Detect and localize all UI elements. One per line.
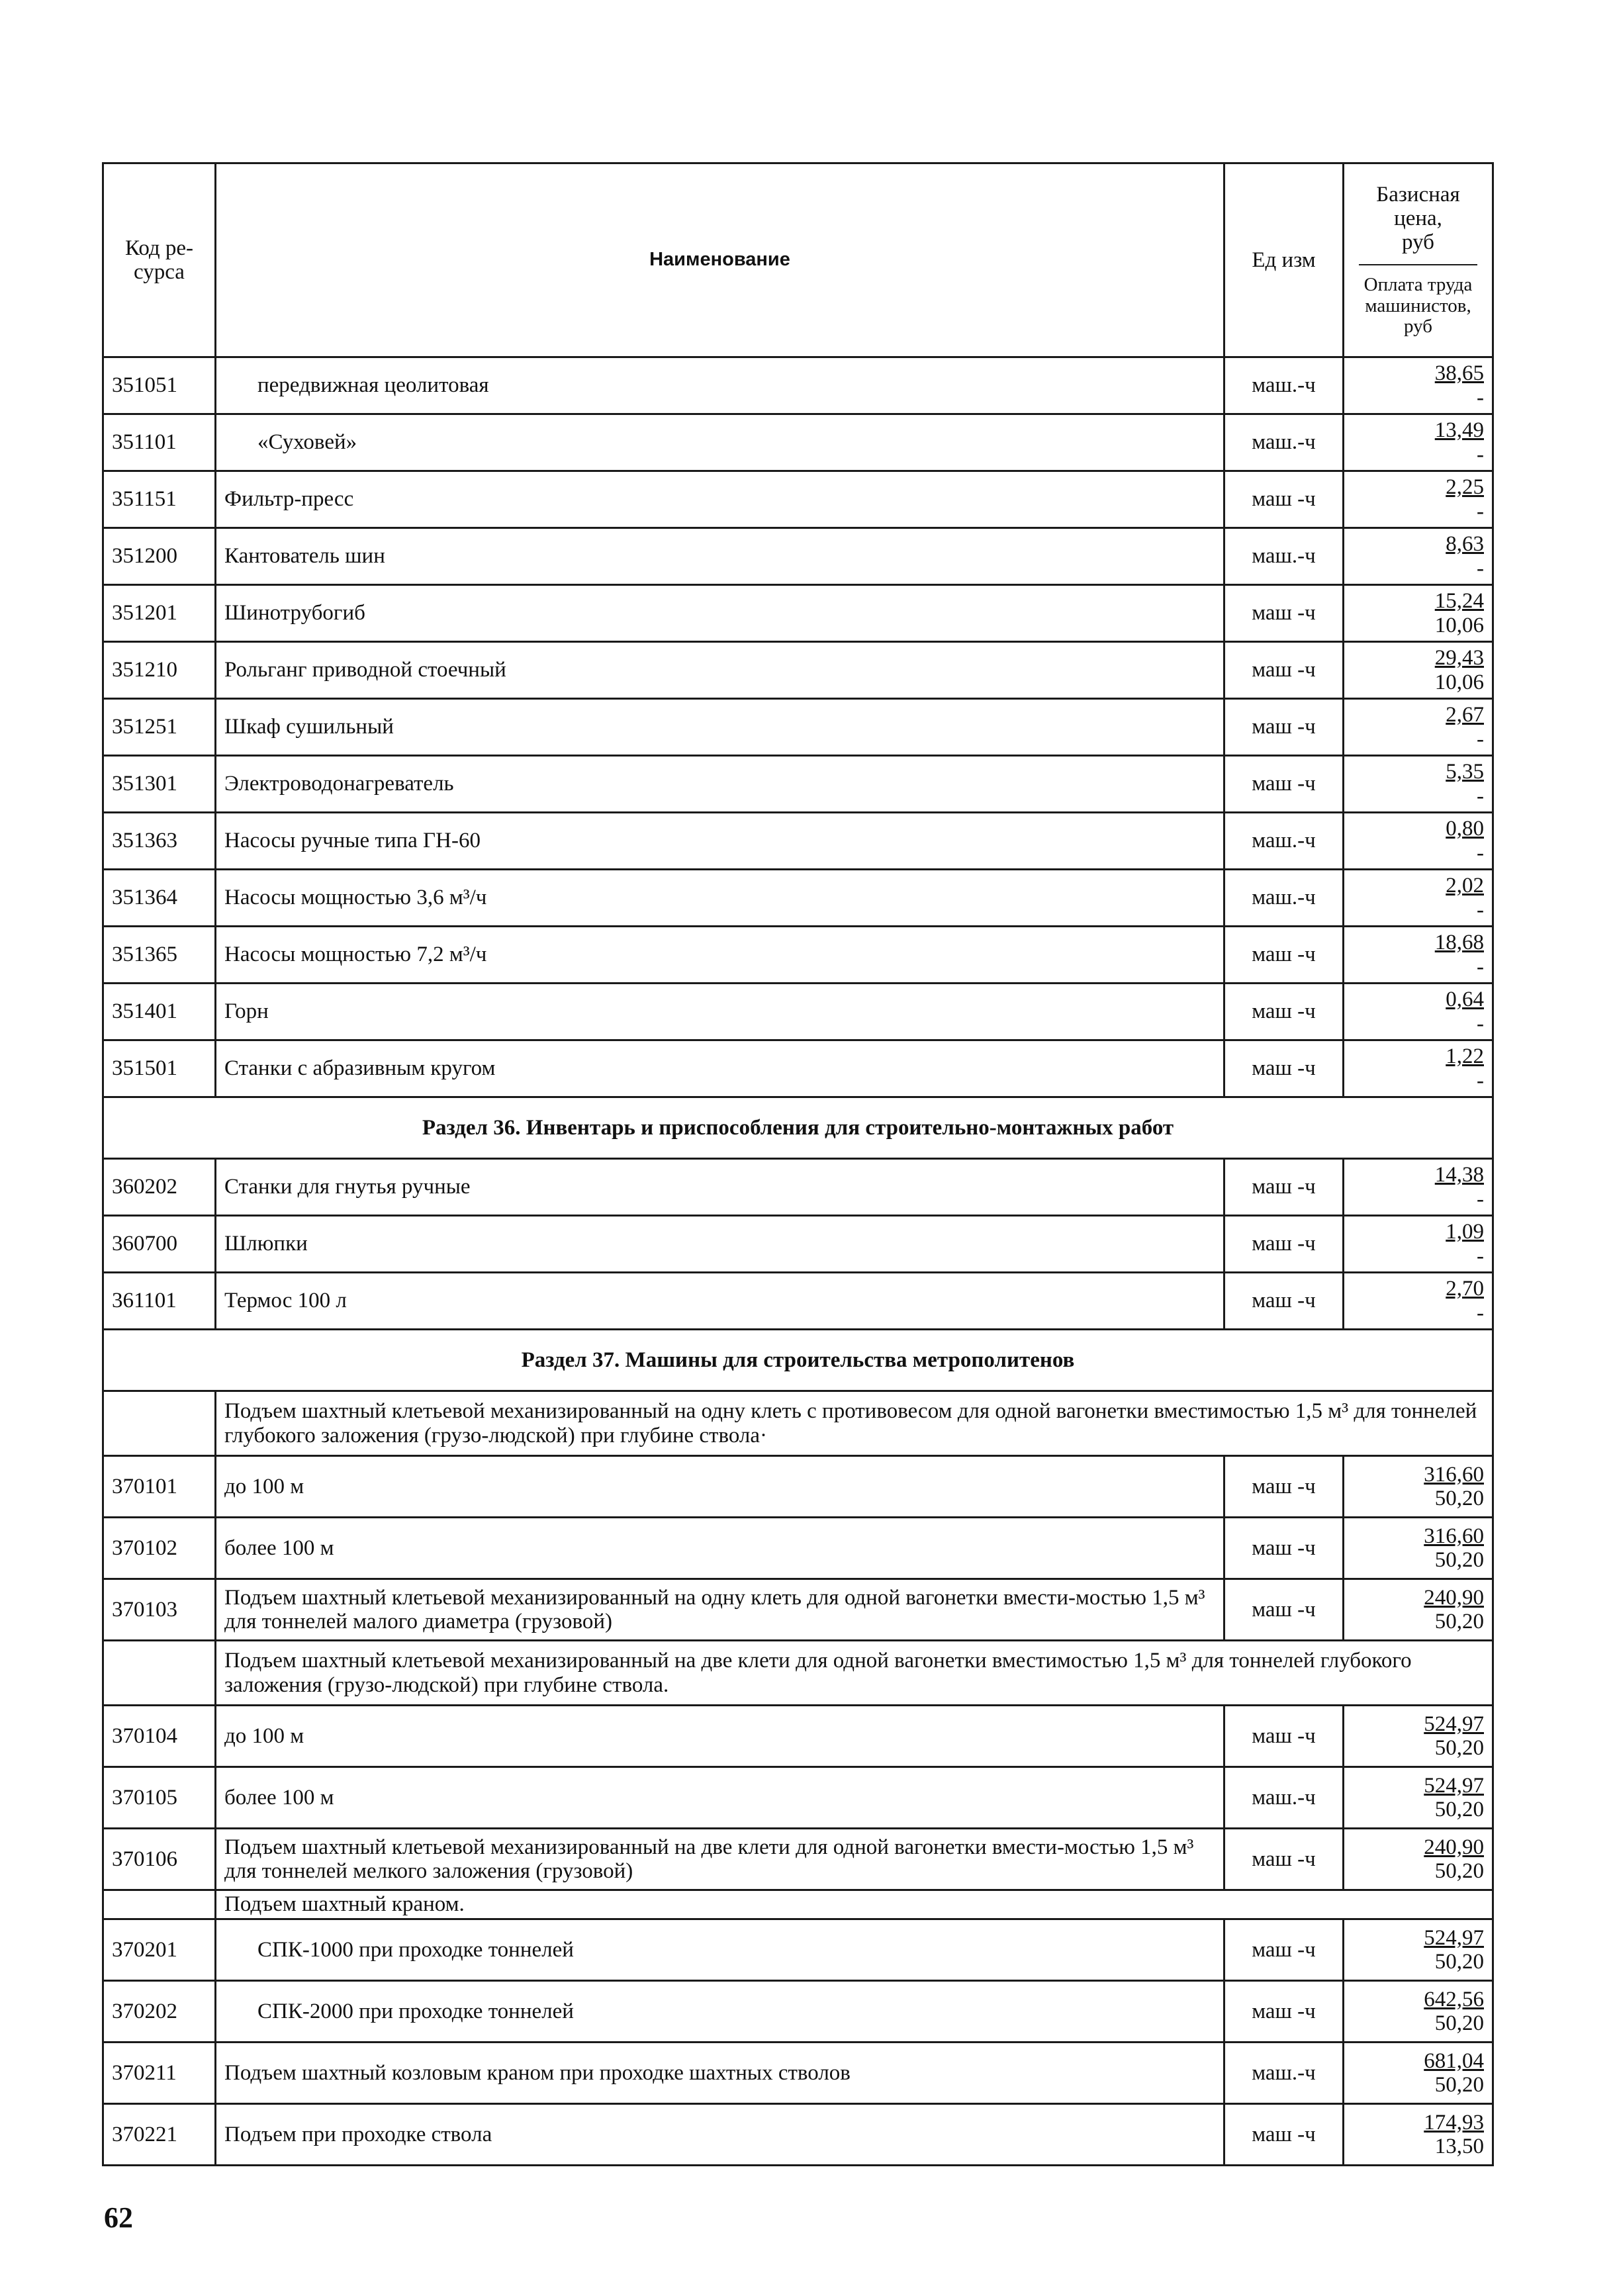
base-price: 15,24	[1434, 589, 1484, 614]
unit-of-measure: маш.-ч	[1224, 357, 1344, 414]
unit-of-measure: маш -ч	[1224, 1829, 1344, 1890]
operator-wage: -	[1477, 897, 1484, 922]
price-cell	[1344, 1159, 1493, 1216]
operator-wage: -	[1477, 385, 1484, 410]
unit-of-measure: маш.-ч	[1224, 813, 1344, 870]
subgroup-description: Подъем шахтный клетьевой механизированный на две клети для одной вагонетки вместимостью 1,5 м³ для тоннелей глубокого заложения (грузо-людской) при глубине ствола.	[216, 1641, 1493, 1706]
base-price: 524,97	[1424, 1712, 1484, 1736]
resource-code: 370105	[103, 1767, 216, 1829]
price-cell	[1344, 1767, 1493, 1829]
resource-code: 351363	[103, 813, 216, 870]
table-row	[103, 414, 1493, 471]
unit-of-measure: маш -ч	[1224, 1579, 1344, 1641]
base-price: 2,02	[1446, 874, 1484, 898]
subgroup-row	[103, 1890, 1493, 1919]
table-row	[103, 1767, 1493, 1829]
resource-name: Подъем шахтный клетьевой механизированный на две клети для одной вагонетки вмести-мостью 1,5 м³ для тоннелей мелкого заложения (грузовой)	[216, 1829, 1224, 1890]
resource-code: 370221	[103, 2104, 216, 2166]
operator-wage: -	[1477, 954, 1484, 979]
base-price: 2,67	[1446, 703, 1484, 727]
resource-name: Рольганг приводной стоечный	[216, 642, 1224, 699]
base-price: 1,22	[1446, 1044, 1484, 1069]
unit-of-measure: маш.-ч	[1224, 528, 1344, 585]
resource-name: Станки для гнутья ручные	[216, 1159, 1224, 1216]
resource-code: 351051	[103, 357, 216, 414]
operator-wage: 10,06	[1434, 613, 1484, 637]
resource-name: до 100 м	[216, 1706, 1224, 1767]
resource-name: Подъем шахтный козловым краном при проходке шахтных стволов	[216, 2043, 1224, 2104]
base-price: 681,04	[1424, 2048, 1484, 2073]
resource-code: 351200	[103, 528, 216, 585]
unit-of-measure: маш -ч	[1224, 642, 1344, 699]
price-cell	[1344, 984, 1493, 1040]
price-cell	[1344, 1273, 1493, 1330]
unit-of-measure: маш.-ч	[1224, 414, 1344, 471]
table-row	[103, 1829, 1493, 1890]
price-cell	[1344, 1579, 1493, 1641]
price-cell	[1344, 1919, 1493, 1981]
resource-name: Подъем при проходке ствола	[216, 2104, 1224, 2166]
resource-name: СПК-2000 при проходке тоннелей	[216, 1981, 1224, 2043]
table-row	[103, 1040, 1493, 1097]
operator-wage: 50,20	[1434, 2073, 1484, 2097]
table-row	[103, 1919, 1493, 1981]
table-row	[103, 1216, 1493, 1273]
table-row	[103, 1456, 1493, 1518]
base-price: 316,60	[1424, 1524, 1484, 1548]
resource-name: Насосы мощностью 7,2 м³/ч	[216, 927, 1224, 984]
table-row	[103, 984, 1493, 1040]
price-cell	[1344, 1706, 1493, 1767]
header-operator-wage: Оплата труда машинистов, руб	[1363, 273, 1473, 338]
resource-name: Кантователь шин	[216, 528, 1224, 585]
header-code: Код ре- сурса	[103, 163, 216, 357]
price-cell	[1344, 1040, 1493, 1097]
unit-of-measure: маш -ч	[1224, 984, 1344, 1040]
price-cell	[1344, 1829, 1493, 1890]
unit-of-measure: маш.-ч	[1224, 2043, 1344, 2104]
operator-wage: 50,20	[1434, 1610, 1484, 1633]
table-row	[103, 1273, 1493, 1330]
resource-code: 370103	[103, 1579, 216, 1641]
table-row	[103, 642, 1493, 699]
base-price: 642,56	[1424, 1987, 1484, 2011]
operator-wage: -	[1477, 727, 1484, 751]
table-row	[103, 1706, 1493, 1767]
base-price: 524,97	[1424, 1925, 1484, 1950]
price-cell	[1344, 1216, 1493, 1273]
resource-name: до 100 м	[216, 1456, 1224, 1518]
base-price: 38,65	[1434, 361, 1484, 386]
resource-code: 351101	[103, 414, 216, 471]
table-row	[103, 870, 1493, 927]
base-price: 0,80	[1446, 817, 1484, 841]
operator-wage: 50,20	[1434, 1950, 1484, 1974]
base-price: 316,60	[1424, 1462, 1484, 1487]
resource-name: Шлюпки	[216, 1216, 1224, 1273]
unit-of-measure: маш -ч	[1224, 927, 1344, 984]
subgroup-code-empty	[103, 1641, 216, 1706]
price-cell	[1344, 813, 1493, 870]
resource-name: Горн	[216, 984, 1224, 1040]
resource-code: 360700	[103, 1216, 216, 1273]
price-cell	[1344, 699, 1493, 756]
resource-name: Фильтр-пресс	[216, 471, 1224, 528]
base-price: 5,35	[1446, 760, 1484, 784]
operator-wage: -	[1477, 1187, 1484, 1211]
section-heading-row	[103, 1330, 1493, 1391]
operator-wage: -	[1477, 841, 1484, 865]
price-cell	[1344, 1981, 1493, 2043]
resource-code: 351365	[103, 927, 216, 984]
table-row	[103, 2043, 1493, 2104]
operator-wage: 50,20	[1434, 1548, 1484, 1572]
price-cell	[1344, 2104, 1493, 2166]
unit-of-measure: маш -ч	[1224, 1040, 1344, 1097]
operator-wage: 50,20	[1434, 1859, 1484, 1883]
table-row	[103, 528, 1493, 585]
base-price: 240,90	[1424, 1835, 1484, 1859]
operator-wage: -	[1477, 1068, 1484, 1093]
price-cell	[1344, 756, 1493, 813]
resource-name: более 100 м	[216, 1767, 1224, 1829]
resource-code: 361101	[103, 1273, 216, 1330]
price-cell	[1344, 528, 1493, 585]
resource-name: Подъем шахтный клетьевой механизированный на одну клеть для одной вагонетки вмести-мостью 1,5 м³ для тоннелей малого диаметра (грузовой)	[216, 1579, 1224, 1641]
subgroup-description: Подъем шахтный клетьевой механизированный на одну клеть с противовесом для одной вагонетки вместимостью 1,5 м³ для тоннелей глубокого заложения (грузо-людской) при глубине ствола·	[216, 1391, 1493, 1456]
resource-name: Станки с абразивным кругом	[216, 1040, 1224, 1097]
resource-code: 370106	[103, 1829, 216, 1890]
unit-of-measure: маш -ч	[1224, 1456, 1344, 1518]
unit-of-measure: маш -ч	[1224, 1159, 1344, 1216]
operator-wage: 50,20	[1434, 2011, 1484, 2035]
unit-of-measure: маш -ч	[1224, 585, 1344, 642]
price-cell	[1344, 414, 1493, 471]
base-price: 14,38	[1434, 1163, 1484, 1187]
operator-wage: 13,50	[1434, 2135, 1484, 2158]
resource-code: 351151	[103, 471, 216, 528]
price-cell	[1344, 1518, 1493, 1579]
base-price: 174,93	[1424, 2110, 1484, 2135]
header-price	[1344, 163, 1493, 357]
base-price: 29,43	[1434, 646, 1484, 670]
header-base-price: Базисная цена, руб	[1359, 183, 1477, 265]
table-row	[103, 1159, 1493, 1216]
unit-of-measure: маш.-ч	[1224, 1767, 1344, 1829]
resource-code: 360202	[103, 1159, 216, 1216]
resource-name: Насосы мощностью 3,6 м³/ч	[216, 870, 1224, 927]
resource-code: 370102	[103, 1518, 216, 1579]
resource-name: Термос 100 л	[216, 1273, 1224, 1330]
unit-of-measure: маш -ч	[1224, 471, 1344, 528]
subgroup-row	[103, 1391, 1493, 1456]
resource-code: 351210	[103, 642, 216, 699]
section-heading-row	[103, 1097, 1493, 1159]
subgroup-code-empty	[103, 1890, 216, 1919]
operator-wage: 10,06	[1434, 670, 1484, 694]
subgroup-row	[103, 1641, 1493, 1706]
base-price: 1,09	[1446, 1220, 1484, 1244]
operator-wage: -	[1477, 1011, 1484, 1036]
base-price: 524,97	[1424, 1773, 1484, 1798]
section-title: Раздел 37. Машины для строительства метрополитенов	[103, 1330, 1493, 1391]
table-header-row	[103, 163, 1493, 357]
resource-code: 351201	[103, 585, 216, 642]
resource-code: 370202	[103, 1981, 216, 2043]
resource-name: Шинотрубогиб	[216, 585, 1224, 642]
unit-of-measure: маш -ч	[1224, 1273, 1344, 1330]
header-unit: Ед изм	[1224, 163, 1344, 357]
operator-wage: -	[1477, 499, 1484, 524]
unit-of-measure: маш -ч	[1224, 1706, 1344, 1767]
table-row	[103, 2104, 1493, 2166]
price-cell	[1344, 585, 1493, 642]
resource-name: более 100 м	[216, 1518, 1224, 1579]
table-row	[103, 756, 1493, 813]
unit-of-measure: маш.-ч	[1224, 870, 1344, 927]
base-price: 0,64	[1446, 987, 1484, 1012]
resource-code: 351364	[103, 870, 216, 927]
operator-wage: -	[1477, 1244, 1484, 1268]
base-price: 2,25	[1446, 475, 1484, 500]
unit-of-measure: маш -ч	[1224, 1518, 1344, 1579]
resource-code: 370201	[103, 1919, 216, 1981]
price-cell	[1344, 2043, 1493, 2104]
subgroup-code-empty	[103, 1391, 216, 1456]
header-name: Наименование	[216, 163, 1224, 357]
base-price: 13,49	[1434, 418, 1484, 443]
resource-name: «Суховей»	[216, 414, 1224, 471]
price-cell	[1344, 1456, 1493, 1518]
base-price: 2,70	[1446, 1277, 1484, 1301]
table-row	[103, 1579, 1493, 1641]
table-row	[103, 471, 1493, 528]
unit-of-measure: маш -ч	[1224, 2104, 1344, 2166]
resource-name: СПК-1000 при проходке тоннелей	[216, 1919, 1224, 1981]
resource-code: 370211	[103, 2043, 216, 2104]
section-title: Раздел 36. Инвентарь и приспособления для строительно-монтажных работ	[103, 1097, 1493, 1159]
table-row	[103, 357, 1493, 414]
subgroup-description: Подъем шахтный краном.	[216, 1890, 1493, 1919]
base-price: 18,68	[1434, 931, 1484, 955]
unit-of-measure: маш -ч	[1224, 1216, 1344, 1273]
price-cell	[1344, 927, 1493, 984]
price-cell	[1344, 471, 1493, 528]
page-number: 62	[104, 2201, 133, 2234]
table-row	[103, 1518, 1493, 1579]
unit-of-measure: маш -ч	[1224, 1981, 1344, 2043]
unit-of-measure: маш -ч	[1224, 699, 1344, 756]
price-cell	[1344, 870, 1493, 927]
resource-code: 351301	[103, 756, 216, 813]
operator-wage: -	[1477, 556, 1484, 580]
table-row	[103, 813, 1493, 870]
resource-name: Насосы ручные типа ГН-60	[216, 813, 1224, 870]
resource-price-table	[102, 162, 1494, 2166]
resource-name: Шкаф сушильный	[216, 699, 1224, 756]
operator-wage: 50,20	[1434, 1736, 1484, 1760]
base-price: 240,90	[1424, 1585, 1484, 1610]
resource-code: 351501	[103, 1040, 216, 1097]
resource-code: 370101	[103, 1456, 216, 1518]
operator-wage: 50,20	[1434, 1487, 1484, 1510]
table-row	[103, 1981, 1493, 2043]
operator-wage: -	[1477, 784, 1484, 808]
table-row	[103, 699, 1493, 756]
price-cell	[1344, 642, 1493, 699]
base-price: 8,63	[1446, 532, 1484, 557]
unit-of-measure: маш -ч	[1224, 756, 1344, 813]
resource-name: Электроводонагреватель	[216, 756, 1224, 813]
price-cell	[1344, 357, 1493, 414]
operator-wage: -	[1477, 1301, 1484, 1325]
resource-code: 351251	[103, 699, 216, 756]
operator-wage: 50,20	[1434, 1798, 1484, 1821]
operator-wage: -	[1477, 442, 1484, 467]
table-row	[103, 927, 1493, 984]
resource-code: 351401	[103, 984, 216, 1040]
resource-name: передвижная цеолитовая	[216, 357, 1224, 414]
unit-of-measure: маш -ч	[1224, 1919, 1344, 1981]
table-row	[103, 585, 1493, 642]
resource-code: 370104	[103, 1706, 216, 1767]
